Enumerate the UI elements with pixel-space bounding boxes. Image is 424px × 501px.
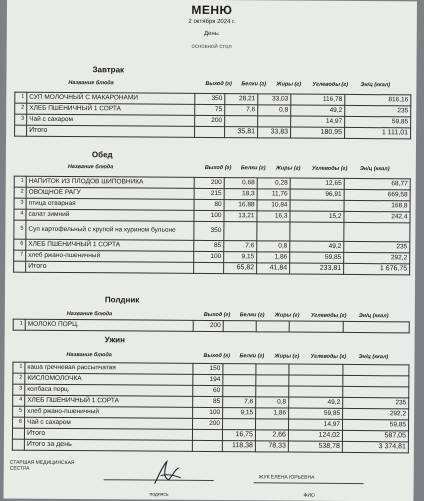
dish-protein <box>225 116 258 127</box>
dish-protein: 16,88 <box>224 200 257 211</box>
dish-name: ОВОЩНОЕ РАГУ <box>26 187 194 199</box>
dish-energy <box>343 321 409 332</box>
dish-yield: 350 <box>194 221 224 240</box>
col-yield-header: Выход (г) <box>205 80 232 88</box>
dish-carbs: 14,97 <box>288 419 342 430</box>
dish-fat: 1,86 <box>256 408 289 419</box>
col-name-header: Название блюда <box>66 310 113 318</box>
dish-yield: 150 <box>193 363 223 374</box>
dish-fat: 0,28 <box>257 178 290 189</box>
row-number: 1 <box>13 319 25 330</box>
total-fat: 41,84 <box>257 263 290 274</box>
dish-protein: 18,3 <box>224 189 257 200</box>
dish-fat: 1,86 <box>257 252 290 263</box>
dish-carbs <box>290 200 344 211</box>
row-number: 3 <box>14 198 26 209</box>
dish-name: хлеб ржано-пшеничный <box>25 406 193 418</box>
snack-table <box>13 319 410 334</box>
dish-name: ХЛЕБ ПШЕНИЧНЫЙ 1 СОРТА <box>26 239 194 251</box>
dish-energy: 168,8 <box>344 200 410 211</box>
menu-subtitle: основной стол <box>191 43 232 51</box>
dish-yield: 215 <box>194 188 224 199</box>
total-energy: 1 676,75 <box>344 263 410 274</box>
dish-protein <box>223 419 256 430</box>
row-number: 3 <box>15 114 27 125</box>
dish-protein: 7,6 <box>224 241 257 252</box>
dish-carbs: 116,78 <box>291 94 345 105</box>
breakfast-column-headers <box>14 79 410 92</box>
row-number: 5 <box>14 220 26 239</box>
dish-yield: 80 <box>194 199 224 210</box>
dish-name: Суп картофельный с крупой на курином бульоне <box>26 220 194 240</box>
col-name-header: Название блюда <box>68 79 114 87</box>
dish-carbs: 49,2 <box>289 397 343 408</box>
dish-energy: 292,2 <box>344 252 410 263</box>
total-spacer <box>12 439 24 450</box>
dish-name: ХЛЕБ ПШЕНИЧНЫЙ 1 СОРТА <box>25 395 193 407</box>
dish-carbs: 49,2 <box>290 241 344 252</box>
dish-name: КИСЛОМОЛОЧКА <box>25 373 193 385</box>
table-row <box>13 319 409 333</box>
dish-yield: 60 <box>193 385 223 396</box>
dish-protein: 9,15 <box>224 252 257 263</box>
col-energy-header: Эн/ц (ккал) <box>359 166 390 173</box>
total-fat: 2,66 <box>255 430 288 441</box>
total-protein: 35,81 <box>225 127 258 138</box>
dish-carbs: 15,2 <box>290 211 344 222</box>
total-label: Итого за день <box>24 439 192 451</box>
dish-yield: 200 <box>193 418 223 429</box>
total-yield <box>195 126 225 137</box>
dish-fat <box>256 364 289 375</box>
dish-name: МОЛОКО ПОРЦ. <box>25 319 193 331</box>
dish-name: Чай с сахаром <box>25 417 193 429</box>
row-number: 5 <box>13 406 25 417</box>
dish-fat <box>258 116 291 127</box>
signature-caption: подпись <box>149 491 169 498</box>
total-energy: 1 111,01 <box>345 127 411 138</box>
breakfast-title: Завтрак <box>92 65 125 75</box>
col-energy-header: Эн/ц (ккал) <box>360 82 391 89</box>
menu-title: МЕНЮ <box>191 2 233 18</box>
dish-energy <box>343 364 409 375</box>
row-number: 6 <box>13 417 25 428</box>
col-yield-header: Выход (г) <box>203 352 231 360</box>
menu-date: 2 октября 2024 г. <box>188 18 236 26</box>
dish-energy: 59,85 <box>342 419 408 430</box>
row-number: 6 <box>14 239 26 250</box>
row-number: 1 <box>13 362 25 373</box>
col-carbs-header: Углеводы (г) <box>311 165 348 172</box>
dish-yield: 100 <box>194 210 224 221</box>
dish-protein: 9,15 <box>223 408 256 419</box>
total-carbs: 180,95 <box>291 127 345 138</box>
total-fat: 78,33 <box>255 441 288 452</box>
col-carbs-header: Углеводы (г) <box>310 312 347 319</box>
dish-name: птица отварная <box>26 198 194 210</box>
total-carbs: 538,78 <box>288 441 342 452</box>
dish-name: НАПИТОК ИЗ ПЛОДОВ ШИПОВНИКА <box>26 176 194 188</box>
total-row <box>14 261 410 275</box>
col-fat-header: Жиры (г) <box>275 165 301 172</box>
dish-yield: 100 <box>193 407 223 418</box>
dish-carbs: 59,85 <box>289 408 343 419</box>
day-total-row <box>12 439 408 453</box>
total-spacer <box>14 261 26 272</box>
dish-energy <box>344 222 410 241</box>
dish-fat: 10,84 <box>257 200 290 211</box>
total-label: Итого <box>26 261 194 273</box>
dish-name: колбаса порц. <box>25 384 193 396</box>
dish-yield: 85 <box>193 396 223 407</box>
row-number: 2 <box>14 187 26 198</box>
dish-yield: 75 <box>195 104 225 115</box>
handwritten-signature <box>149 458 185 488</box>
dish-fat <box>256 419 289 430</box>
dish-yield: 200 <box>193 320 223 331</box>
dish-energy <box>343 375 409 386</box>
dish-protein: 28,21 <box>225 94 258 105</box>
col-name-header: Название блюда <box>66 351 112 359</box>
dish-carbs <box>290 222 344 241</box>
col-energy-header: Эн/ц (ккал) <box>358 313 389 320</box>
col-carbs-header: Углеводы (г) <box>312 81 349 88</box>
total-protein: 65,82 <box>224 263 257 274</box>
dish-energy: 235 <box>344 241 410 252</box>
dish-name: салат зимний <box>26 209 194 221</box>
dish-name: каша гречневая рассыпчатая <box>25 362 193 374</box>
dish-carbs: 49,2 <box>291 105 345 116</box>
total-protein: 118,38 <box>222 441 255 452</box>
dish-fat <box>257 222 290 241</box>
dish-protein <box>223 364 256 375</box>
dish-yield: 85 <box>194 240 224 251</box>
dish-energy <box>343 386 409 397</box>
row-number: 3 <box>13 384 25 395</box>
dish-energy: 235 <box>345 105 411 116</box>
row-number: 2 <box>15 103 27 114</box>
dinner-title: Ужин <box>104 335 125 345</box>
total-label: Итого <box>24 428 192 440</box>
row-number: 2 <box>13 373 25 384</box>
name-caption: ФИО <box>303 492 315 499</box>
dish-carbs <box>289 321 343 332</box>
dish-protein: 7,6 <box>225 105 258 116</box>
dish-fat <box>256 375 289 386</box>
row-number: 4 <box>14 209 26 220</box>
total-row <box>15 125 411 139</box>
col-protein-header: Белки (г) <box>241 81 267 88</box>
nurse-name: ЖУК ЕЛЕНА ЮРЬЕВНА <box>258 474 315 481</box>
dish-fat: 0,8 <box>256 397 289 408</box>
dish-protein <box>223 321 256 332</box>
dish-name: ХЛЕБ ПШЕНИЧНЫЙ 1 СОРТА <box>27 103 195 115</box>
total-spacer <box>15 125 27 136</box>
total-energy: 587,05 <box>342 430 408 441</box>
dish-fat <box>256 321 289 332</box>
dish-fat: 11,76 <box>257 189 290 200</box>
total-spacer <box>12 428 24 439</box>
row-number: 7 <box>14 250 26 261</box>
dish-fat: 16,3 <box>257 211 290 222</box>
dish-protein <box>223 375 256 386</box>
dish-carbs: 12,65 <box>290 178 344 189</box>
dish-protein: 7,6 <box>223 397 256 408</box>
col-name-header: Название блюда <box>67 163 114 171</box>
row-number: 1 <box>15 92 27 103</box>
col-energy-header: Эн/ц (ккал) <box>358 354 389 361</box>
col-protein-header: Белки (г) <box>240 165 266 172</box>
breakfast-table <box>14 92 411 140</box>
menu-day-label: День: <box>203 30 220 38</box>
dish-energy: 669,58 <box>344 189 410 200</box>
lunch-title: Обед <box>91 150 113 160</box>
dish-yield: 100 <box>194 251 224 262</box>
dish-carbs: 59,85 <box>290 252 344 263</box>
col-yield-header: Выход (г) <box>203 311 231 319</box>
dinner-table <box>12 362 410 454</box>
total-energy: 3 374,81 <box>342 441 408 452</box>
dish-carbs: 96,91 <box>290 189 344 200</box>
col-protein-header: Белки (г) <box>239 312 265 319</box>
dish-fat <box>256 386 289 397</box>
row-number: 4 <box>13 395 25 406</box>
dish-yield: 200 <box>195 115 225 126</box>
dish-carbs <box>289 386 343 397</box>
lunch-table <box>13 176 411 276</box>
col-fat-header: Жиры (г) <box>274 312 300 319</box>
dish-fat: 33,03 <box>258 94 291 105</box>
dish-fat: 0,8 <box>258 105 291 116</box>
dish-carbs <box>289 364 343 375</box>
col-yield-header: Выход (г) <box>204 164 232 172</box>
total-carbs: 124,02 <box>288 430 342 441</box>
dish-name: Чай с сахаром <box>27 114 195 126</box>
row-number: 1 <box>14 176 26 187</box>
name-line <box>254 482 364 484</box>
menu-sheet <box>4 0 417 501</box>
dish-protein: 0,68 <box>224 178 257 189</box>
total-carbs: 233,81 <box>290 263 344 274</box>
dish-yield: 200 <box>194 177 224 188</box>
dish-carbs <box>289 375 343 386</box>
dish-energy: 816,16 <box>345 94 411 105</box>
dish-yield: 194 <box>193 374 223 385</box>
dish-protein <box>224 222 257 241</box>
total-yield <box>192 440 222 451</box>
dish-energy: 59,85 <box>345 116 411 127</box>
col-protein-header: Белки (г) <box>239 353 265 360</box>
dish-protein <box>223 386 256 397</box>
total-fat: 33,83 <box>258 127 291 138</box>
nurse-role: СТАРШАЯ МЕДИЦИНСКАЯ СЕСТРА <box>9 459 75 472</box>
dish-carbs: 14,97 <box>291 116 345 127</box>
dish-energy: 68,77 <box>344 178 410 189</box>
dish-name: хлеб ржано-пшеничный <box>26 250 194 262</box>
dish-protein: 13,21 <box>224 211 257 222</box>
dish-energy: 292,2 <box>343 408 409 419</box>
col-carbs-header: Углеводы (г) <box>310 353 347 360</box>
dish-energy: 242,4 <box>344 211 410 222</box>
dish-name: СУП МОЛОЧНЫЙ С МАКАРОНАМИ <box>27 92 195 104</box>
total-yield <box>192 429 222 440</box>
dish-energy: 235 <box>343 397 409 408</box>
total-label: Итого <box>27 125 195 137</box>
col-fat-header: Жиры (г) <box>276 81 302 88</box>
dish-yield: 350 <box>195 93 225 104</box>
col-fat-header: Жиры (г) <box>274 353 300 360</box>
total-protein: 16,75 <box>222 430 255 441</box>
total-yield <box>194 262 224 273</box>
snack-title: Полдник <box>104 295 140 305</box>
lunch-column-headers <box>14 163 410 176</box>
dish-fat: 0,8 <box>257 241 290 252</box>
